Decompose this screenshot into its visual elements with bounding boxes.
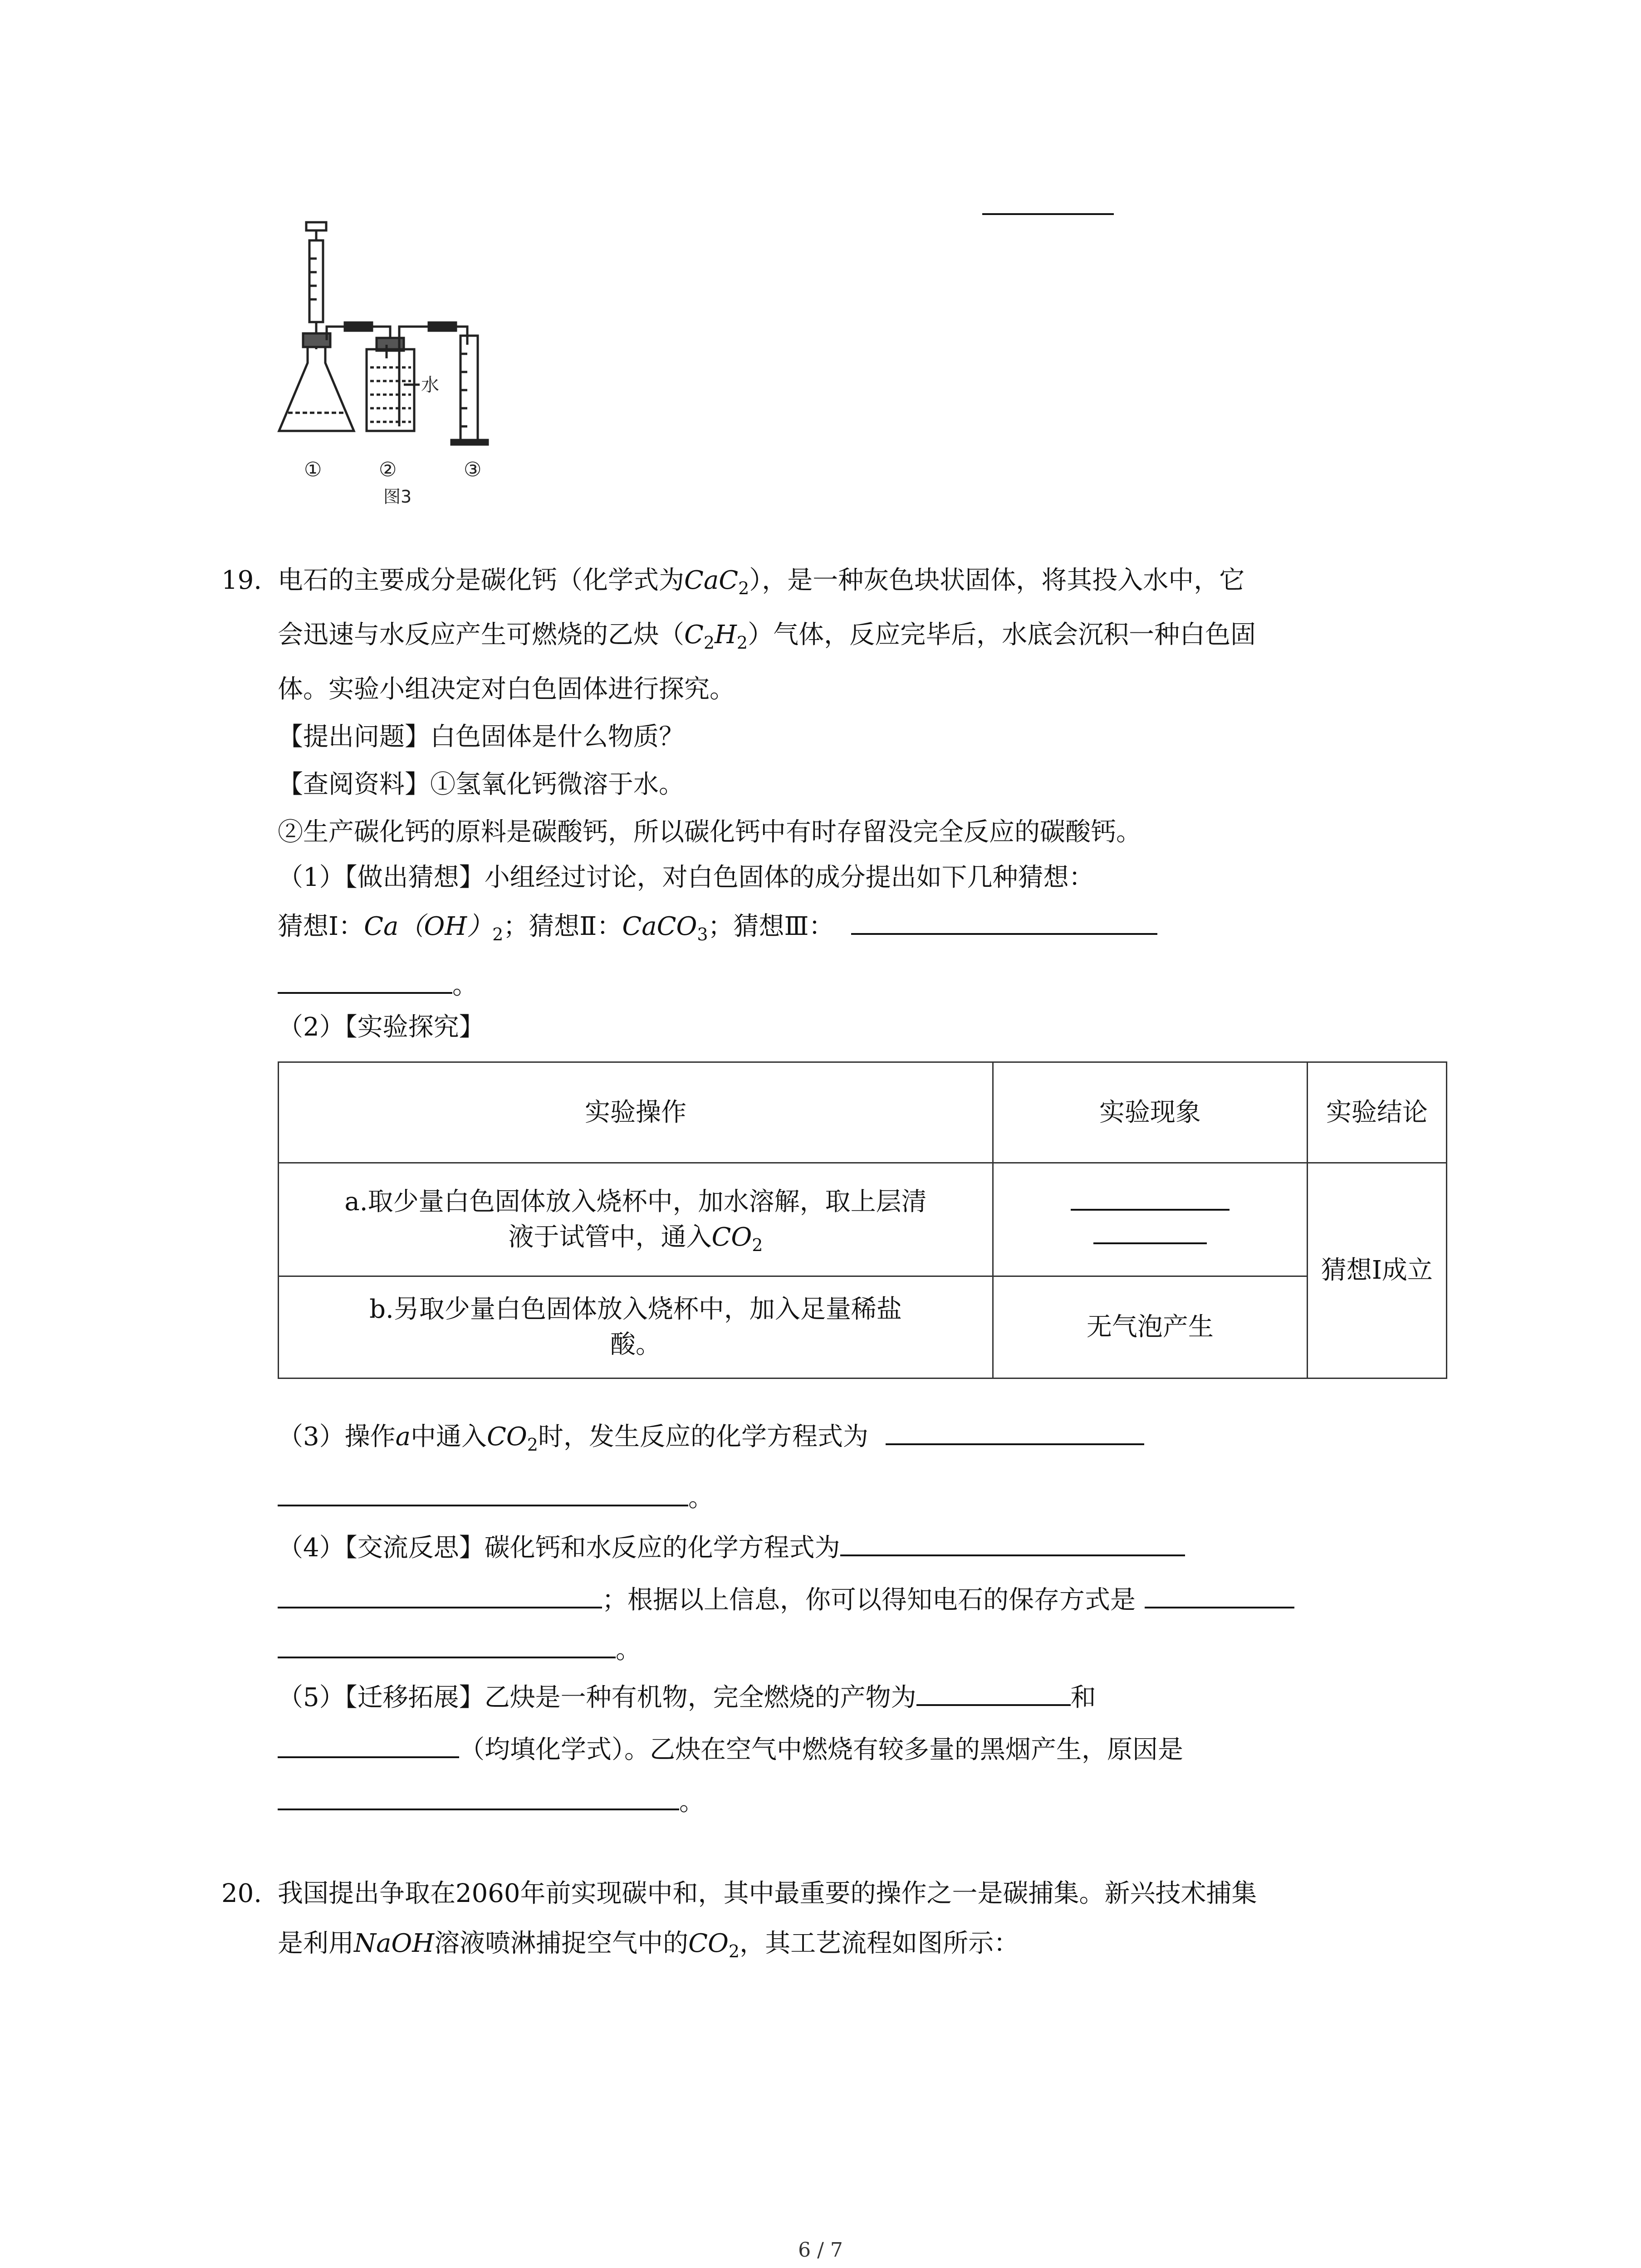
table-row-a-operation: a.取少量白色固体放入烧杯中，加水溶解，取上层清 液于试管中，通入$CO_2$ [279, 1163, 993, 1276]
experiment-table [278, 1061, 1447, 1379]
product-blank-1[interactable] [916, 1681, 1071, 1706]
equation-blank-4[interactable] [840, 1531, 1185, 1556]
table-header-conclusion: 实验结论 [1307, 1062, 1446, 1163]
q19-part-4-cont: ；根据以上信息，你可以得知电石的保存方式是 [278, 1583, 1294, 1616]
equation-blank-4-cont[interactable] [278, 1583, 602, 1608]
apparatus-figure [268, 213, 522, 513]
q19-part-3-cont: 。 [278, 1481, 714, 1514]
table-conclusion: 猜想Ⅰ成立 [1307, 1163, 1446, 1378]
cylinder-icon [460, 336, 478, 440]
figure-label-3: ③ [464, 458, 482, 481]
q20-line-2: 是利用NaOH溶液喷淋捕捉空气中的$CO_2$，其工艺流程如图所示： [278, 1929, 1019, 1962]
q20-number: 20. [221, 1879, 262, 1908]
guess-3-blank-line-2: 。 [278, 968, 478, 1002]
q19-intro-line-1: 电石的主要成分是碳化钙（化学式为CaC$_2$），是一种灰色块状固体，将其投入水中，它 [278, 566, 1245, 599]
figure-caption: 图3 [383, 487, 412, 507]
storage-blank-cont[interactable] [278, 1633, 616, 1658]
q19-part-5-end: 。 [278, 1785, 705, 1818]
answer-blank-top[interactable] [982, 213, 1114, 215]
equation-blank-3-cont[interactable] [278, 1481, 688, 1506]
table-row-b-phenomenon: 无气泡产生 [993, 1276, 1308, 1378]
q19-part-1: （1）【做出猜想】小组经过讨论，对白色固体的成分提出如下几种猜想： [278, 863, 1094, 892]
table-row-a-phenomenon[interactable] [993, 1163, 1308, 1276]
q19-question: 【提出问题】白色固体是什么物质？ [278, 722, 684, 752]
q19-reference: 【查阅资料】①氢氧化钙微溶于水。 [278, 770, 684, 799]
table-header-operation: 实验操作 [279, 1062, 993, 1163]
q19-guesses: 猜想Ⅰ：$Ca(OH)_2$；猜想Ⅱ：CaCO$_3$；猜想Ⅲ： [278, 909, 1157, 943]
q19-part-5-cont: （均填化学式）。乙炔在空气中燃烧有较多量的黑烟产生，原因是 [278, 1733, 1183, 1766]
guess-3-blank-cont[interactable] [278, 968, 452, 994]
table-header-phenomenon: 实验现象 [993, 1062, 1308, 1163]
page-number: 6 / 7 [798, 2239, 843, 2262]
flask-icon [279, 347, 354, 431]
figure-label-2: ② [379, 458, 397, 481]
table-row-b-operation: b.另取少量白色固体放入烧杯中，加入足量稀盐 酸。 [279, 1276, 993, 1378]
reason-blank[interactable] [278, 1785, 679, 1810]
syringe-icon [306, 222, 326, 230]
q19-part-2: （2）【实验探究】 [278, 1012, 485, 1042]
q19-intro-line-3: 体。实验小组决定对白色固体进行探究。 [278, 675, 735, 704]
q19-part-5: （5）【迁移拓展】乙炔是一种有机物，完全燃烧的产物为 和 [278, 1681, 1096, 1714]
q19-number: 19. [221, 566, 262, 595]
guess-3-blank[interactable] [851, 909, 1157, 935]
figure-label-1: ① [304, 458, 322, 481]
storage-blank[interactable] [1145, 1583, 1294, 1608]
phenomenon-blank[interactable] [1071, 1195, 1230, 1211]
q19-part-3: （3）操作a中通入$CO_2$时，发生反应的化学方程式为 [278, 1420, 1144, 1453]
q19-part-4-end: 。 [278, 1633, 641, 1666]
product-blank-2[interactable] [278, 1733, 459, 1758]
phenomenon-blank-2[interactable] [1093, 1229, 1207, 1244]
q19-part-4: （4）【交流反思】碳化钙和水反应的化学方程式为 [278, 1531, 1185, 1564]
q19-reference-2: ②生产碳化钙的原料是碳酸钙，所以碳化钙中有时存留没完全反应的碳酸钙。 [278, 817, 1141, 847]
bottle-icon [367, 349, 414, 431]
q20-line-1: 我国提出争取在2060年前实现碳中和，其中最重要的操作之一是碳捕集。新兴技术捕集 [278, 1879, 1257, 1908]
equation-blank-3[interactable] [886, 1420, 1144, 1445]
water-label: 水 [421, 375, 439, 396]
q19-intro-line-2: 会迅速与水反应产生可燃烧的乙炔$(C_2H_2)$气体，反应完毕后，水底会沉积一种白色固 [278, 620, 1256, 653]
